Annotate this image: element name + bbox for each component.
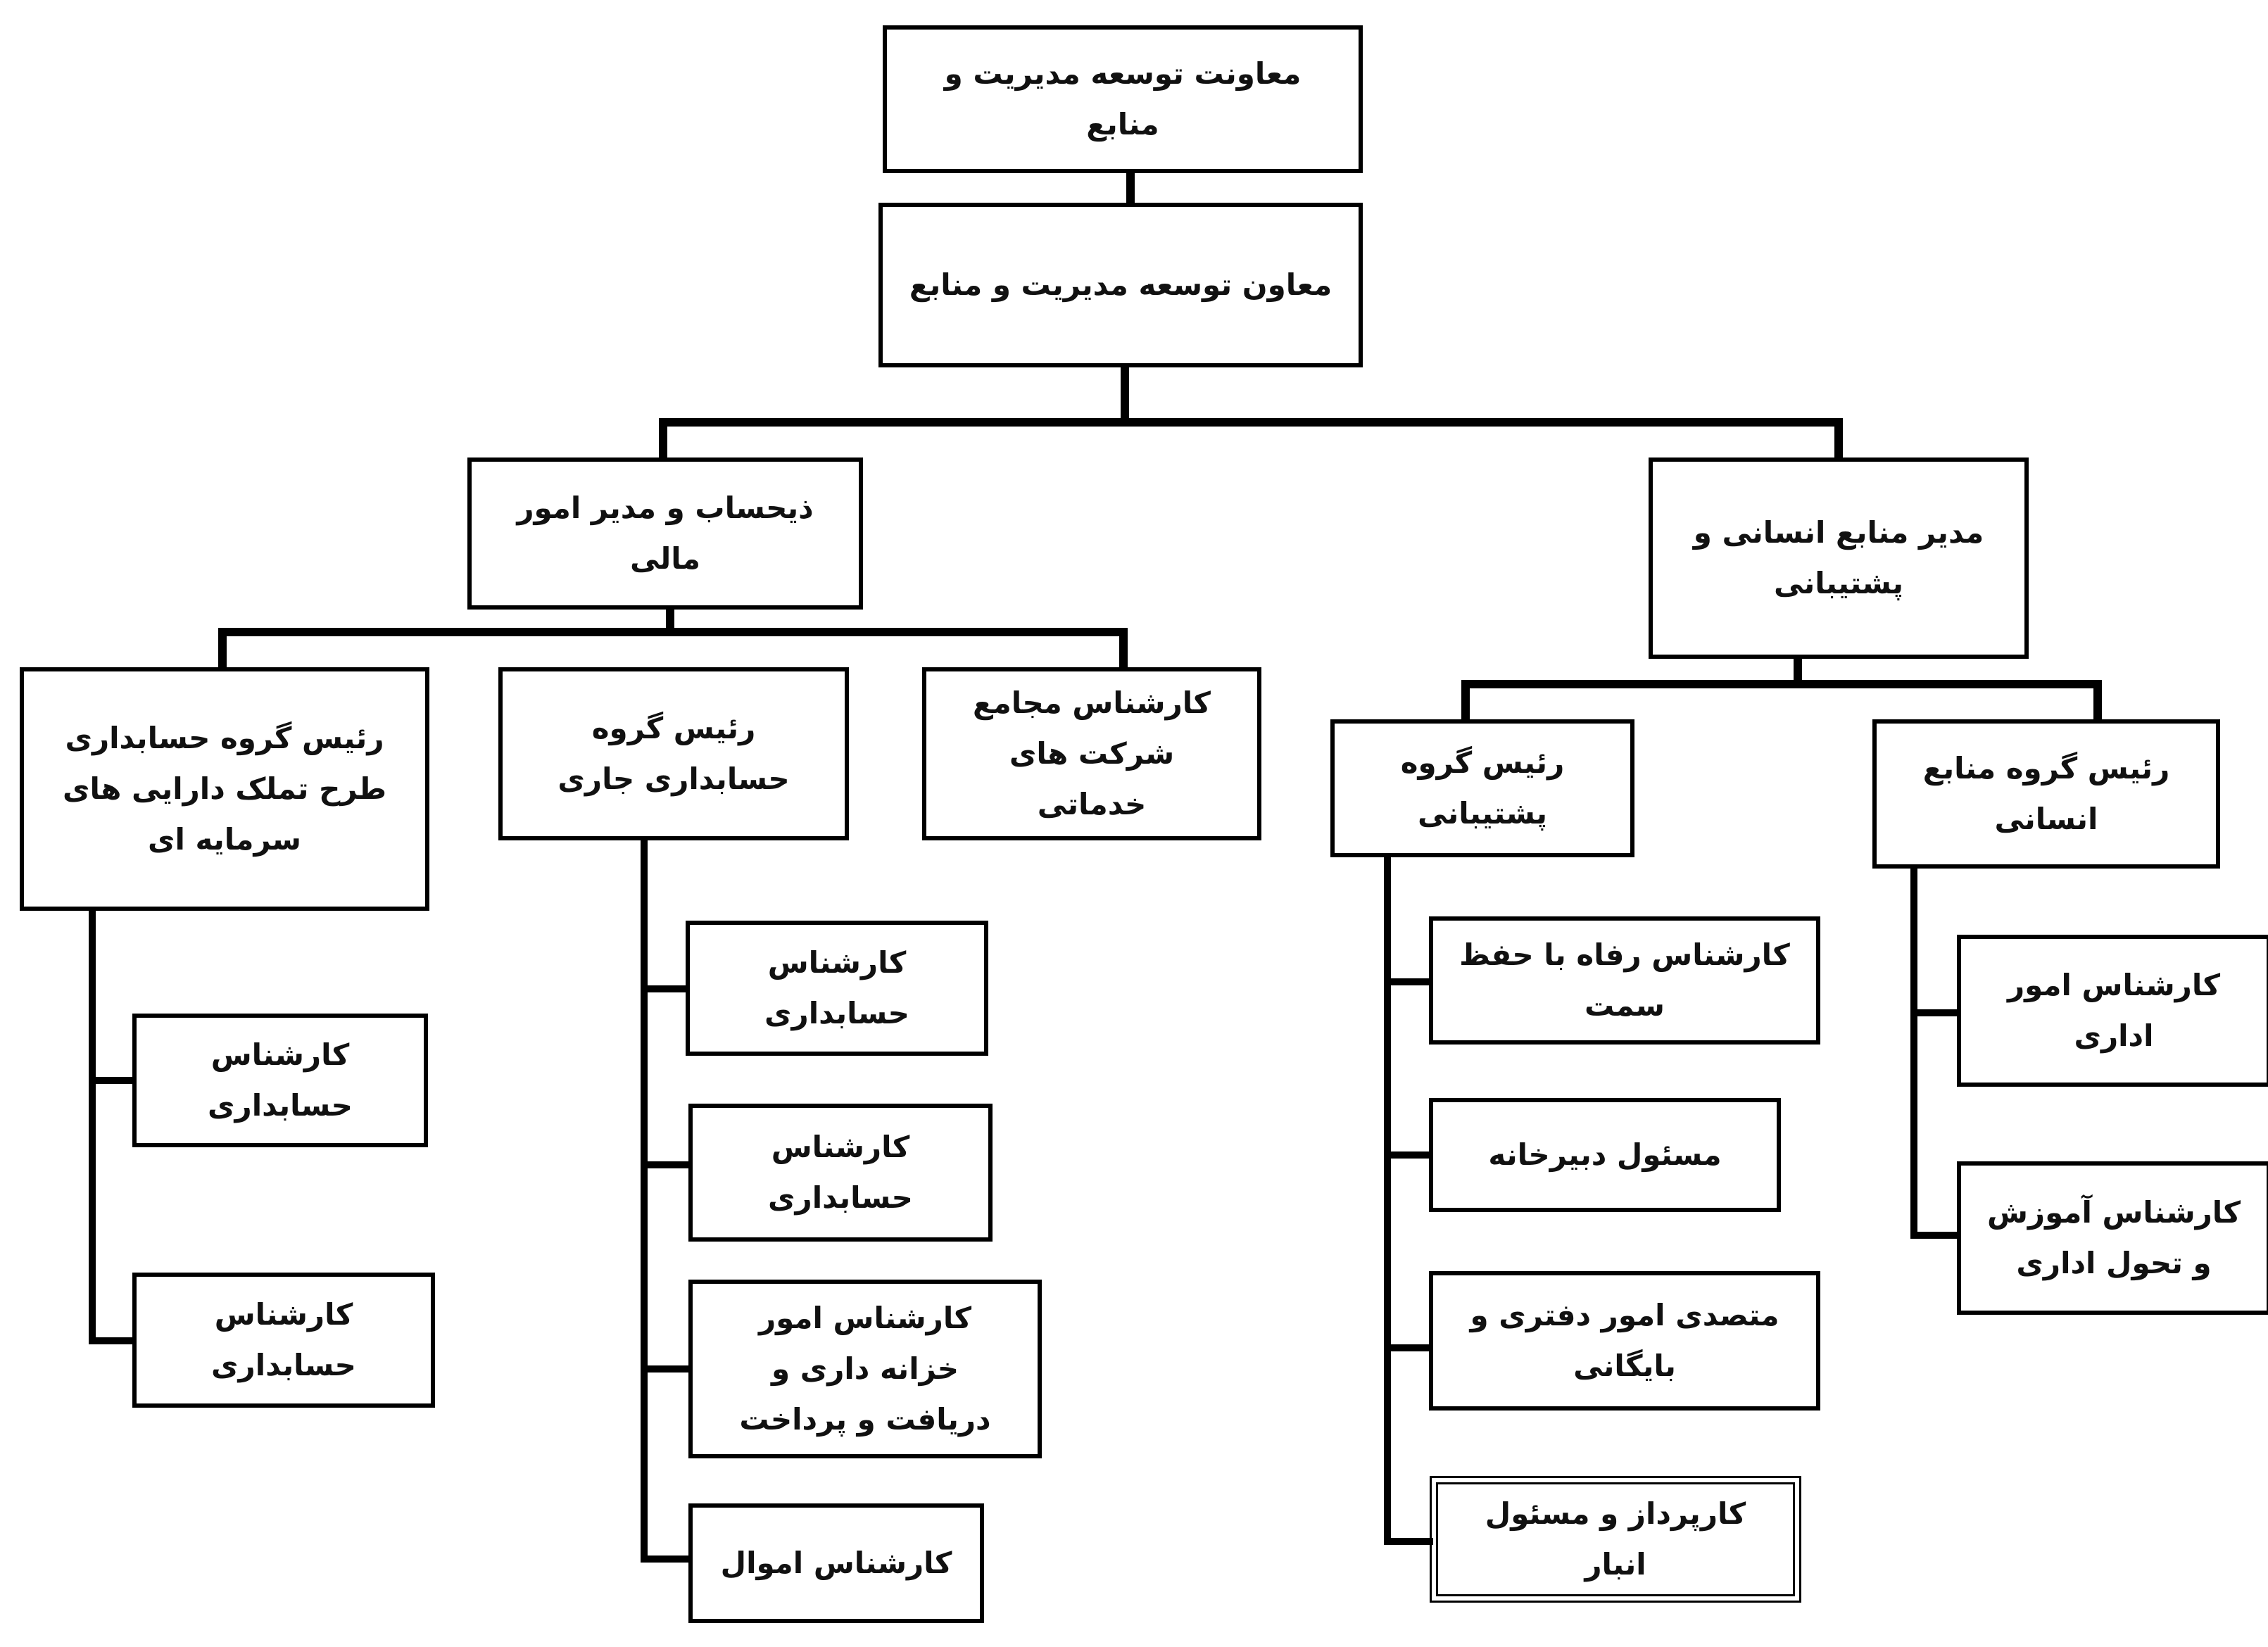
staff-box (132, 1014, 428, 1147)
connector (1384, 855, 1391, 1545)
connector (89, 908, 96, 1344)
connector (641, 1556, 690, 1563)
box-label: مسئول دبیرخانه (1488, 1137, 1722, 1172)
staff-box (1429, 1271, 1820, 1411)
hr-group-box (1872, 719, 2220, 869)
staff-box (1429, 1098, 1781, 1212)
connector (1834, 418, 1843, 460)
connector (659, 418, 667, 460)
box-label: کارشناس حسابداری (764, 945, 909, 1030)
staff-box (688, 1104, 993, 1242)
box-label: کارشناس مجامع شرکت های خدماتی (973, 686, 1211, 821)
box-label: کارپرداز و مسئول انبار (1485, 1496, 1746, 1582)
connector (1384, 978, 1433, 985)
service-companies-expert-box (922, 667, 1261, 840)
connector (1910, 1232, 1961, 1239)
box-label: کارشناس حسابداری (208, 1037, 353, 1123)
box-label: کارشناس حسابداری (211, 1297, 356, 1382)
connector (1119, 628, 1128, 670)
box-label: ذیحساب و مدیر امور مالی (517, 491, 814, 576)
box-label: مدیر منابع انسانی و پشتیبانی (1693, 515, 1984, 600)
connector (1461, 680, 2100, 688)
staff-box (1436, 1482, 1795, 1596)
box-label: رئیس گروه حسابداری جاری (557, 711, 790, 796)
connector (1384, 1538, 1433, 1545)
box-label: رئیس گروه منابع انسانی (1922, 751, 2170, 836)
connector (89, 1077, 138, 1084)
connector (1121, 365, 1129, 422)
finance-head-box (467, 458, 863, 610)
capital-assets-group-box (20, 667, 429, 911)
staff-box (132, 1273, 435, 1408)
box-label: کارشناس رفاه با حفظ سمت (1459, 938, 1790, 1023)
connector (641, 1161, 690, 1168)
box-label: کارشناس حسابداری (768, 1130, 913, 1215)
box-label: کارشناس امور خزانه داری و دریافت و پرداخت (739, 1301, 991, 1437)
box-label: رئیس گروه حسابداری طرح تملک دارایی های سرمایه ای (62, 721, 387, 857)
hr-head-box (1649, 458, 2029, 659)
staff-box (686, 921, 988, 1056)
connector (1910, 1009, 1961, 1016)
staff-box (688, 1280, 1042, 1458)
box-label: رئیس گروه پشتیبانی (1400, 745, 1565, 831)
current-accounting-group-box (498, 667, 849, 840)
connector (2093, 680, 2102, 722)
box-label: معاون توسعه مدیریت و منابع (909, 267, 1333, 302)
staff-box (1957, 1161, 2268, 1315)
connector (1910, 866, 1917, 1239)
box-label: کارشناس اموال (720, 1546, 952, 1580)
support-group-box (1330, 719, 1634, 857)
connector (659, 418, 1841, 427)
staff-box (688, 1503, 984, 1623)
connector (218, 628, 227, 670)
staff-box (1957, 935, 2268, 1087)
connector (1461, 680, 1470, 722)
connector (641, 838, 648, 1563)
connector (218, 628, 1128, 636)
connector (1384, 1151, 1433, 1159)
box-label: کارشناس امور اداری (2007, 968, 2221, 1053)
connector (641, 985, 690, 992)
staff-box (1429, 916, 1820, 1045)
connector (641, 1365, 690, 1372)
deputy-box (878, 203, 1363, 367)
box-label: متصدی امور دفتری و بایگانی (1470, 1298, 1779, 1383)
box-label: کارشناس آموزش و تحول اداری (1986, 1195, 2241, 1280)
connector (1384, 1344, 1433, 1351)
box-label: معاونت توسعه مدیریت و منابع (944, 56, 1302, 141)
connector (89, 1337, 138, 1344)
top-box (883, 25, 1363, 173)
